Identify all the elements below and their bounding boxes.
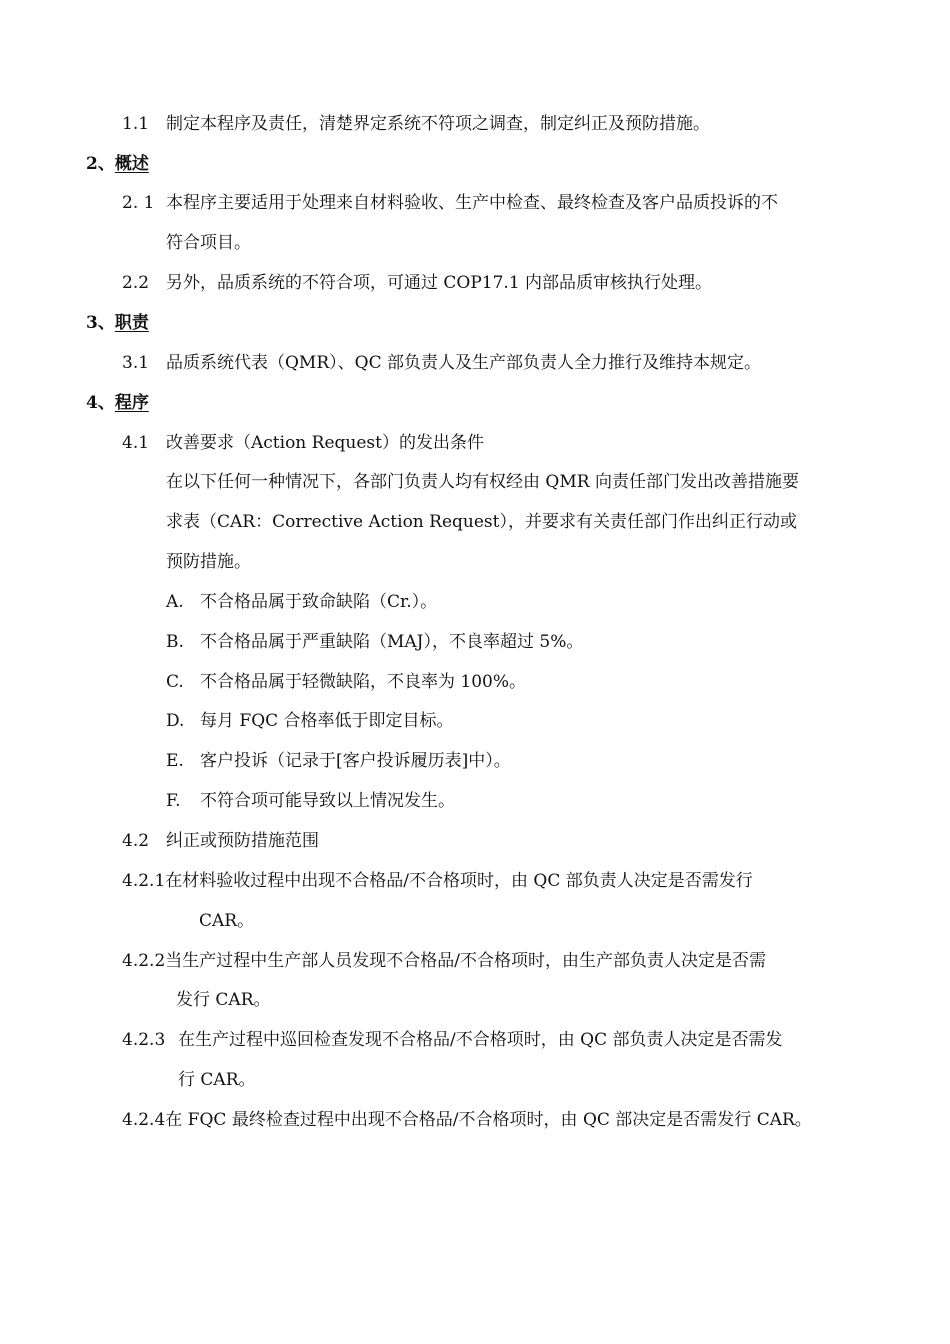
- clause-number: 2. 1: [122, 193, 155, 213]
- list-item-text: 客户投诉（记录于[客户投诉履历表]中）。: [200, 751, 511, 771]
- clause-number: 1.1: [122, 114, 150, 134]
- clause-text: 制定本程序及责任，清楚界定系统不符项之调查，制定纠正及预防措施。: [166, 114, 710, 134]
- clause-number: 4.2.3: [122, 1030, 166, 1050]
- section-title: 职责: [114, 313, 149, 333]
- list-item: [166, 630, 583, 654]
- paragraph-line: 预防措施。: [166, 552, 251, 572]
- clause-number: 2.2: [122, 273, 150, 293]
- section-title: 概述: [114, 154, 149, 174]
- clause-1-1: [122, 112, 710, 136]
- clause-4-2-3-continuation: 行 CAR。: [178, 1070, 256, 1090]
- clause-2-1-continuation: 符合项目。: [166, 233, 251, 253]
- section-number: 3、: [86, 313, 115, 333]
- clause-4-2-3: [122, 1028, 782, 1052]
- section-heading-4: [86, 391, 149, 415]
- clause-4-2-4: [122, 1108, 812, 1132]
- clause-text: 在生产过程中巡回检查发现不合格品/不合格项时，由 QC 部负责人决定是否需发: [178, 1030, 783, 1050]
- list-item: [166, 590, 437, 614]
- list-item-text: 不合格品属于严重缺陷（MAJ），不良率超过 5%。: [200, 632, 584, 652]
- clause-3-1: [122, 351, 761, 375]
- clause-4-2-2-continuation: 发行 CAR。: [176, 990, 271, 1010]
- section-heading-3: [86, 311, 149, 335]
- clause-text: 改善要求（Action Request）的发出条件: [166, 433, 484, 453]
- clause-text: 在 FQC 最终检查过程中出现不合格品/不合格项时，由 QC 部决定是否需发行 CAR。: [165, 1110, 812, 1130]
- clause-text: 另外，品质系统的不符合项，可通过 COP17.1 内部品质审核执行处理。: [166, 273, 713, 293]
- clause-text: 品质系统代表（QMR）、QC 部负责人及生产部负责人全力推行及维持本规定。: [166, 353, 761, 373]
- clause-4-2-2: [122, 949, 766, 973]
- list-item: [166, 709, 454, 733]
- list-item: [166, 670, 526, 694]
- list-item-label: F.: [166, 791, 181, 811]
- list-item-label: A.: [166, 592, 184, 612]
- section-number: 2、: [86, 154, 115, 174]
- clause-4-1: [122, 431, 484, 455]
- clause-text: 纠正或预防措施范围: [166, 831, 319, 851]
- clause-number: 4.2.4: [122, 1110, 166, 1130]
- clause-4-2-1: [122, 869, 753, 893]
- section-title: 程序: [114, 393, 149, 413]
- list-item-text: 不合格品属于致命缺陷（Cr.）。: [200, 592, 438, 612]
- list-item-label: C.: [166, 672, 184, 692]
- paragraph-line: 在以下任何一种情况下，各部门负责人均有权经由 QMR 向责任部门发出改善措施要: [166, 472, 799, 492]
- list-item-text: 每月 FQC 合格率低于即定目标。: [200, 711, 454, 731]
- clause-number: 3.1: [122, 353, 150, 373]
- clause-4-2: [122, 829, 319, 853]
- clause-2-1: [122, 191, 778, 215]
- list-item: [166, 789, 455, 813]
- list-item: [166, 749, 511, 773]
- clause-4-2-1-continuation: CAR。: [199, 911, 255, 931]
- list-item-text: 不合格品属于轻微缺陷，不良率为 100%。: [200, 672, 527, 692]
- clause-text: 在材料验收过程中出现不合格品/不合格项时，由 QC 部负责人决定是否需发行: [165, 871, 753, 891]
- paragraph-line: 求表（CAR：Corrective Action Request），并要求有关责任部门作出纠正行动或: [166, 512, 797, 532]
- list-item-label: B.: [166, 632, 184, 652]
- section-number: 4、: [86, 393, 115, 413]
- list-item-label: D.: [166, 711, 185, 731]
- clause-number: 4.1: [122, 433, 150, 453]
- clause-number: 4.2.1: [122, 871, 166, 891]
- clause-number: 4.2: [122, 831, 150, 851]
- list-item-text: 不符合项可能导致以上情况发生。: [200, 791, 455, 811]
- clause-2-2: [122, 271, 712, 295]
- section-heading-2: [86, 152, 149, 176]
- clause-number: 4.2.2: [122, 951, 166, 971]
- clause-text: 本程序主要适用于处理来自材料验收、生产中检查、最终检查及客户品质投诉的不: [166, 193, 778, 213]
- list-item-label: E.: [166, 751, 184, 771]
- clause-text: 当生产过程中生产部人员发现不合格品/不合格项时，由生产部负责人决定是否需: [165, 951, 766, 971]
